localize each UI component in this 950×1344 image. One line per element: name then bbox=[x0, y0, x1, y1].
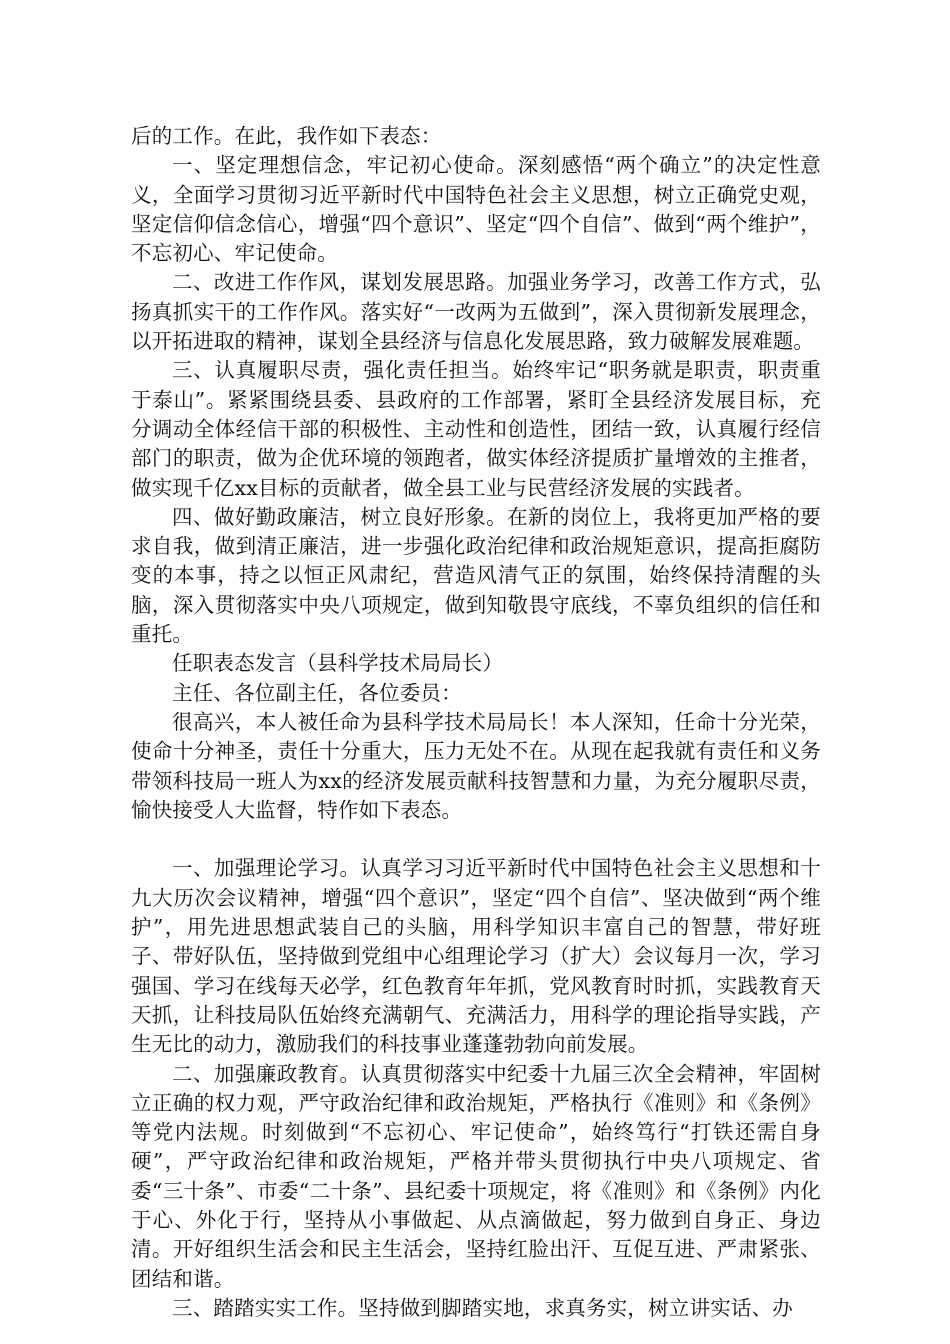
salutation: 主任、各位副主任，各位委员： bbox=[172, 680, 462, 705]
paragraph-integrity-education: 二、加强廉政教育。认真贯彻落实中纪委十九届三次全会精神，牢固树立正确的权力观，严守政治纪律和政治规矩，严格执行《准则》和《条例》等党内法规。时刻做到“不忘初心、牢记使命”，始终笃行“打铁还需自身硬”，严守政治纪律和政治规矩，严格并带头贯彻执行中央八项规定、省委“三十条”、市委“二十条”、县纪委十项规定，将《准则》和《条例》内化于心、外化于行，坚持从小事做起、从点滴做起，努力做到自身正、身边清。开好组织生活会和民主生活会，坚持红脸出汗、互促互进、严肃紧张、团结和谐。 bbox=[131, 1061, 821, 1291]
section-title: 任职表态发言（县科学技术局局长） bbox=[172, 651, 504, 676]
paragraph-introduction: 很高兴，本人被任命为县科学技术局局长！本人深知，任命十分光荣，使命十分神圣，责任十分重大，压力无处不在。从现在起我就有责任和义务带领科技局一班人为xx的经济发展贡献科技智慧和力量，为充分履职尽责，愉快接受人大监督，特作如下表态。 bbox=[131, 709, 821, 822]
paragraph-point-one: 一、坚定理想信念，牢记初心使命。深刻感悟“两个确立”的决定性意义，全面学习贯彻习近平新时代中国特色社会主义思想，树立正确党史观，坚定信仰信念信心，增强“四个意识”、坚定“四个自信”、做到“两个维护”，不忘初心、牢记使命。 bbox=[131, 153, 821, 266]
document-body bbox=[131, 122, 821, 1323]
blank-line bbox=[131, 825, 821, 854]
paragraph-theory-study: 一、加强理论学习。认真学习习近平新时代中国特色社会主义思想和十九大历次会议精神，增强“四个意识”，坚定“四个自信”、坚决做到“两个维护”，用先进思想武装自己的头脑，用科学知识丰富自己的智慧，带好班子、带好队伍，坚持做到党组中心组理论学习（扩大）会议每月一次，学习强国、学习在线每天必学，红色教育年年抓，党风教育时时抓，实践教育天天抓，让科技局队伍始终充满朝气、充满活力，用科学的理论指导实践，产生无比的动力，激励我们的科技事业蓬蓬勃勃向前发展。 bbox=[131, 856, 821, 1057]
paragraph-point-three: 三、认真履职尽责，强化责任担当。始终牢记“职务就是职责，职责重于泰山”。紧紧围绕县委、县政府的工作部署，紧盯全县经济发展目标，充分调动全体经信干部的积极性、主动性和创造性，团结一致，认真履行经信部门的职责，做为企优环境的领跑者，做实体经济提质扩量增效的主推者，做实现千亿xx目标的贡献者，做全县工业与民营经济发展的实践者。 bbox=[131, 358, 821, 500]
paragraph-point-two: 二、改进工作作风，谋划发展思路。加强业务学习，改善工作方式，弘扬真抓实干的工作作风。落实好“一改两为五做到”，深入贯彻新发展理念，以开拓进取的精神，谋划全县经济与信息化发展思路，致力破解发展难题。 bbox=[131, 270, 821, 354]
paragraph-practical-work: 三、踏踏实实工作。坚持做到脚踏实地，求真务实，树立讲实话、办 bbox=[172, 1295, 793, 1320]
paragraph-continuation: 后的工作。在此，我作如下表态： bbox=[131, 124, 442, 148]
paragraph-point-four: 四、做好勤政廉洁，树立良好形象。在新的岗位上，我将更加严格的要求自我，做到清正廉洁，进一步强化政治纪律和政治规矩意识，提高拒腐防变的本事，持之以恒正风肃纪，营造风清气正的氛围，始终保持清醒的头脑，深入贯彻落实中央八项规定，做到知敬畏守底线，不辜负组织的信任和重托。 bbox=[131, 504, 821, 647]
